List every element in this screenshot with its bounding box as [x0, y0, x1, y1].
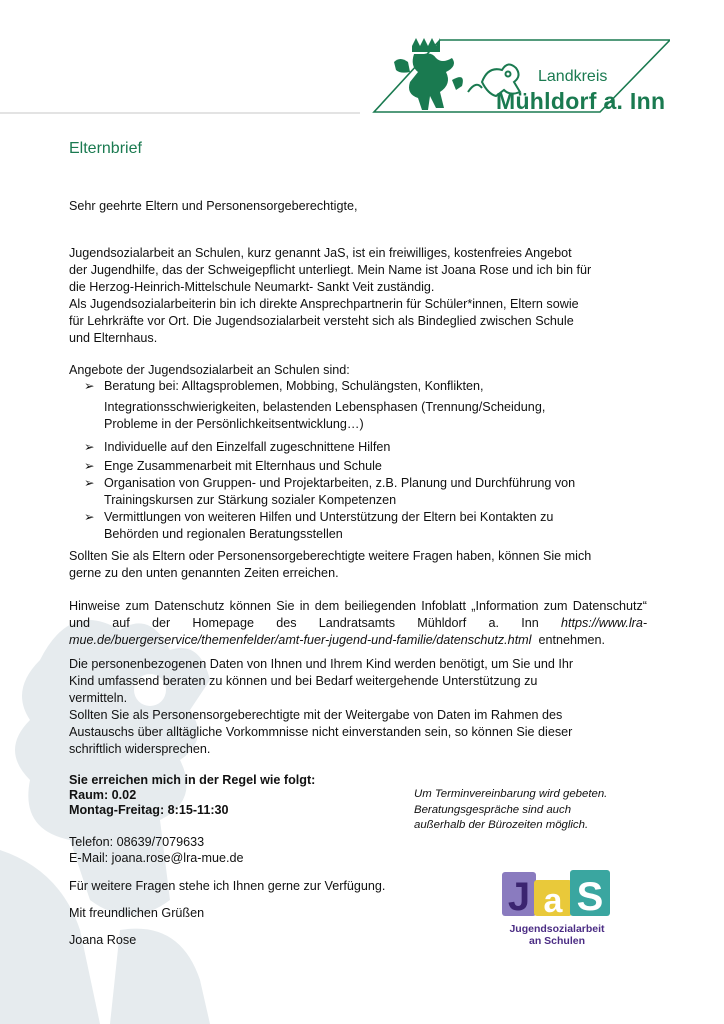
- data-line: Die personenbezogenen Daten von Ihnen und Ihrem Kind werden benötigt, um Sie und Ihr: [69, 657, 574, 671]
- list-item-line: Individuelle auf den Einzelfall zugeschnittene Hilfen: [104, 440, 391, 454]
- intro-line: die Herzog-Heinrich-Mittelschule Neumarkt- Sankt Veit zuständig.: [69, 280, 435, 294]
- data-line: Sollten Sie als Personensorgeberechtigte mit der Weitergabe von Daten im Rahmen des: [69, 708, 563, 722]
- questions-paragraph: [69, 548, 647, 582]
- list-item-line: Vermittlungen von weiteren Hilfen und Unterstützung der Eltern bei Kontakten zu: [104, 510, 554, 524]
- list-item: [84, 458, 604, 475]
- list-item: [84, 509, 604, 543]
- arrow-bullet-icon: ➢: [84, 440, 95, 454]
- jas-letter-s: S: [576, 875, 604, 919]
- note-line: Um Terminvereinbarung wird gebeten.: [414, 788, 608, 800]
- list-item-line: Integrationsschwierigkeiten, belastenden Lebensphasen (Trennung/Scheidung,: [104, 400, 546, 414]
- email[interactable]: E-Mail: joana.rose@lra-mue.de: [69, 851, 244, 865]
- list-item: [84, 378, 604, 433]
- phone: Telefon: 08639/7079633: [69, 835, 205, 849]
- note-line: Beratungsgespräche sind auch: [414, 803, 572, 816]
- list-item: [84, 475, 604, 509]
- arrow-bullet-icon: ➢: [84, 476, 95, 490]
- logo-text-landkreis: Landkreis: [538, 68, 608, 85]
- data-line: vermitteln.: [69, 691, 128, 705]
- offers-list: [84, 378, 604, 543]
- jas-subtitle: [498, 923, 616, 947]
- room: Raum: 0.02: [69, 788, 137, 802]
- data-line: schriftlich widersprechen.: [69, 742, 211, 756]
- jas-subtitle-line: an Schulen: [528, 935, 585, 947]
- list-item-line: Enge Zusammenarbeit mit Elternhaus und Schule: [104, 459, 382, 473]
- header-rule: [0, 112, 360, 114]
- arrow-bullet-icon: ➢: [84, 459, 95, 473]
- list-item-line: Behörden und regionalen Beratungsstellen: [104, 527, 343, 541]
- arrow-bullet-icon: ➢: [84, 510, 95, 524]
- contact-heading: Sie erreichen mich in der Regel wie folgt:: [69, 773, 316, 787]
- arrow-bullet-icon: ➢: [84, 379, 95, 393]
- signature-name: Joana Rose: [69, 933, 137, 947]
- jas-letter-a: a: [543, 882, 563, 920]
- privacy-text: Hinweise zum Datenschutz können Sie in dem beiliegenden Infoblatt „Information zum Datenschutz“ und auf der Homepage des Landratsamts Mühldorf a. Inn: [69, 599, 647, 630]
- offers-heading: Angebote der Jugendsozialarbeit an Schulen sind:: [69, 363, 350, 377]
- jas-letter-j: J: [507, 875, 531, 919]
- letter-title: Elternbrief: [69, 140, 142, 157]
- list-item-line: Probleme in der Persönlichkeitsentwicklung…): [104, 417, 364, 431]
- logo-text-muehldorf: Mühldorf a. Inn: [496, 88, 666, 114]
- questions-line: gerne zu den unten genannten Zeiten erreichen.: [69, 566, 339, 580]
- closing-sentence: Für weitere Fragen stehe ich Ihnen gerne zur Verfügung.: [69, 879, 386, 893]
- intro-line: und Elternhaus.: [69, 331, 158, 345]
- greeting: Sehr geehrte Eltern und Personensorgeberechtigte,: [69, 199, 358, 213]
- privacy-end: entnehmen.: [538, 633, 606, 647]
- intro-line: Jugendsozialarbeit an Schulen, kurz genannt JaS, ist ein freiwilliges, kostenfreies Angebot: [69, 246, 572, 260]
- list-item-line: Trainingskursen zur Stärkung sozialer Kompetenzen: [104, 493, 397, 507]
- intro-paragraph: [69, 245, 647, 347]
- intro-line: Als Jugendsozialarbeiterin bin ich direkte Ansprechpartnerin für Schüler*innen, Eltern sowie: [69, 297, 579, 311]
- intro-line: der Jugendhilfe, das der Schweigepflicht unterliegt. Mein Name ist Joana Rose und ich bin für: [69, 263, 592, 277]
- jas-subtitle-line: Jugendsozialarbeit: [509, 923, 605, 935]
- regards: Mit freundlichen Grüßen: [69, 906, 205, 920]
- data-line: Austauschs über alltägliche Vorkommnisse nicht einverstanden sein, so können Sie dieser: [69, 725, 573, 739]
- office-hours: Montag-Freitag: 8:15-11:30: [69, 803, 229, 817]
- questions-line: Sollten Sie als Eltern oder Personensorgeberechtigte weitere Fragen haben, können Sie mich: [69, 549, 592, 563]
- privacy-paragraph: [69, 598, 647, 649]
- intro-line: für Lehrkräfte vor Ort. Die Jugendsozialarbeit versteht sich als Bindeglied zwischen Schule: [69, 314, 574, 328]
- list-item: [84, 439, 604, 456]
- data-paragraph: [69, 656, 647, 758]
- list-item-line: Organisation von Gruppen- und Projektarbeiten, z.B. Planung und Durchführung von: [104, 476, 576, 490]
- list-item-line: Beratung bei: Alltagsproblemen, Mobbing, Schulängsten, Konflikten,: [104, 379, 484, 393]
- appointment-note: [414, 787, 654, 834]
- data-line: Kind umfassend beraten zu können und bei Bedarf weitergehende Unterstützung zu: [69, 674, 538, 688]
- privacy-link[interactable]: https://www.lra-mue.de/buergerservice/themenfelder/amt-fuer-jugend-und-familie/datenschutz.html: [69, 616, 648, 647]
- jas-logo: [498, 866, 616, 966]
- note-line: außerhalb der Bürozeiten möglich.: [414, 819, 589, 831]
